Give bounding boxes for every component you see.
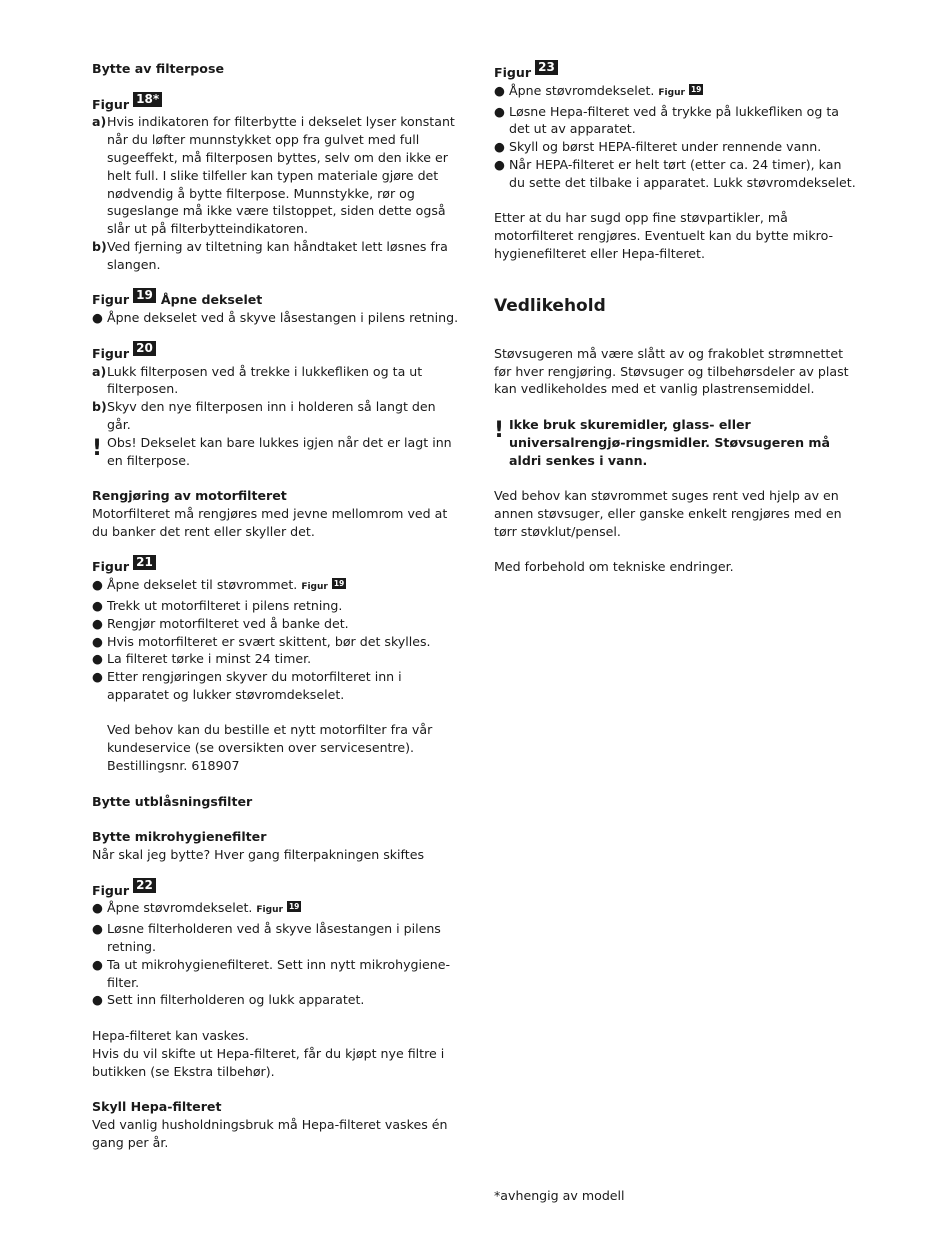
figure-number-badge: 21 (133, 555, 156, 570)
bullet-icon: ● (494, 156, 505, 172)
list-item (92, 615, 462, 633)
warning-icon: ! (494, 417, 505, 443)
list-item (92, 956, 462, 992)
list-item (92, 991, 462, 1009)
warning-icon: ! (92, 435, 103, 461)
bullet-icon: ● (92, 900, 103, 916)
list-item-text: Hvis indikatoren for filterbytte i dekselet lyser konstant når du løfter munnstykket opp fra gulvet med full sugeeffekt, må filterposen byttes, selv om den ikke er helt full. I slike tilfeller kan typen materiale gjøre det nødvendig å bytte filterpose. Munnstykke, rør og sugeslange må ikke være tilstoppet, siden dette også slår ut på filterbytteindikatoren. (107, 114, 455, 237)
order-note: Ved behov kan du bestille et nytt motorfilter fra vår kundeservice (se oversikten over servicesentre). Bestillingsnr. 618907 (107, 722, 433, 774)
bullet-icon: ● (92, 956, 103, 972)
list-item-text: Trekk ut motorfilteret i pilens retning. (107, 597, 343, 613)
figure-title: Åpne dekselet (160, 292, 263, 308)
bullet-icon: ● (92, 921, 103, 937)
list-marker: a) (92, 363, 107, 379)
left-column (92, 60, 462, 1152)
list-item (494, 82, 860, 103)
list-item-text: Løsne Hepa-filteret ved å trykke på lukkefliken og ta det ut av apparatet. (509, 103, 840, 137)
list-item-text: Åpne støvromdekselet. (509, 82, 655, 98)
list-item (92, 920, 462, 956)
list-item (92, 363, 462, 399)
list-item-text: Skyll og børst HEPA-filteret under rennende vann. (509, 139, 822, 155)
bullet-icon: ● (92, 992, 103, 1008)
list-item-text: Etter rengjøringen skyver du motorfilteret inn i apparatet og lukker støvromdekselet. (107, 669, 402, 702)
figure-19-label (92, 287, 462, 309)
list-item (494, 138, 860, 156)
figure-22-label (92, 878, 462, 900)
warning-note (92, 434, 462, 470)
list-item-text: La filteret tørke i minst 24 timer. (107, 651, 312, 667)
figure-label: Figur (92, 96, 130, 112)
section-title-rinse-hepa: Skyll Hepa-filteret (92, 1099, 222, 1115)
list-item (92, 309, 462, 327)
list-item-text: Løsne filterholderen ved å skyve låsestangen i pilens retning. (107, 921, 441, 955)
section-title-microhygiene: Bytte mikrohygienefilter (92, 829, 267, 845)
list-item-text: Sett inn filterholderen og lukk apparatet. (107, 992, 365, 1008)
figure-label: Figur (92, 882, 130, 898)
list-item (92, 238, 462, 274)
figure-ref-badge: 19 (288, 902, 300, 912)
figure-ref-label: Figur (658, 87, 685, 98)
figure-label: Figur (92, 559, 130, 575)
list-item-text: Åpne støvromdekselet. (107, 900, 253, 916)
paragraph: Etter at du har sugd opp fine støvpartikler, må motorfilteret rengjøres. Eventuelt kan du bytte mikro-hygienefilteret eller Hepa-filteret. (494, 210, 834, 261)
figure-ref-label: Figur (256, 905, 283, 916)
bullet-icon: ● (92, 577, 103, 593)
list-item (92, 113, 462, 238)
section-heading-maintenance: Vedlikehold (494, 295, 606, 316)
paragraph: Motorfilteret må rengjøres med jevne mellomrom ved at du banker det rent eller skyller det. (92, 505, 448, 539)
figure-ref-badge: 19 (690, 84, 702, 94)
list-item-text: Skyv den nye filterposen inn i holderen så langt den går. (107, 399, 436, 432)
list-item (494, 103, 860, 139)
list-item (92, 650, 462, 668)
list-item (92, 576, 462, 597)
bullet-icon: ● (494, 139, 505, 155)
list-item-text: Ta ut mikrohygienefilteret. Sett inn nytt mikrohygiene-filter. (107, 956, 451, 990)
list-marker: a) (92, 114, 107, 130)
paragraph: Når skal jeg bytte? Hver gang filterpakningen skiftes (92, 847, 425, 863)
list-item-text: Rengjør motorfilteret ved å banke det. (107, 615, 349, 631)
bullet-icon: ● (92, 615, 103, 631)
bullet-icon: ● (92, 597, 103, 613)
section-title-exhaust-filter: Bytte utblåsningsfilter (92, 793, 253, 809)
list-item-text: Hvis motorfilteret er svært skittent, bør det skylles. (107, 633, 431, 649)
list-item-text: Åpne dekselet ved å skyve låsestangen i pilens retning. (107, 310, 459, 326)
figure-21-label (92, 554, 462, 576)
list-item (92, 633, 462, 651)
paragraph: Ved behov kan støvrommet suges rent ved hjelp av en annen støvsuger, eller ganske enkelt rengjøres med en tørr støvklut/pensel. (494, 488, 842, 539)
list-item (92, 597, 462, 615)
footnote: *avhengig av modell (494, 1188, 625, 1203)
list-item (92, 899, 462, 920)
list-item (92, 398, 462, 434)
figure-ref-label: Figur (301, 582, 328, 593)
list-item-text: Åpne dekselet til støvrommet. (107, 577, 298, 593)
paragraph: Hepa-filteret kan vaskes. (92, 1028, 249, 1044)
bullet-icon: ● (92, 310, 103, 326)
figure-number-badge: 22 (133, 878, 156, 893)
section-title-motorfilter: Rengjøring av motorfilteret (92, 488, 287, 504)
figure-18-label (92, 91, 462, 114)
bullet-icon: ● (494, 103, 505, 119)
list-item-text: Lukk filterposen ved å trekke i lukkefliken og ta ut filterposen. (107, 363, 423, 397)
paragraph: Ved vanlig husholdningsbruk må Hepa-filteret vaskes én gang per år. (92, 1117, 448, 1150)
paragraph: Hvis du vil skifte ut Hepa-filteret, får du kjøpt nye filtre i butikken (se Ekstra tilbehør). (92, 1045, 445, 1079)
bullet-icon: ● (92, 633, 103, 649)
figure-ref-badge: 19 (333, 579, 345, 589)
list-item-text: Når HEPA-filteret er helt tørt (etter ca. 24 timer), kan du sette det tilbake i apparatet. Lukk støvromdekselet. (509, 156, 856, 190)
figure-23-label (494, 60, 860, 82)
figure-label: Figur (92, 292, 130, 308)
bullet-icon: ● (92, 669, 103, 685)
warning-text: Ikke bruk skuremidler, glass- eller universalrengjø-ringsmidler. Støvsugeren må aldri senkes i vann. (509, 416, 831, 468)
figure-20-label (92, 341, 462, 363)
section-title-filterbag: Bytte av filterpose (92, 61, 224, 76)
warning-note (494, 416, 860, 469)
paragraph: Med forbehold om tekniske endringer. (494, 559, 734, 575)
figure-label: Figur (494, 65, 532, 80)
figure-number-badge: 18* (133, 92, 162, 107)
figure-number-badge: 23 (535, 60, 558, 75)
list-marker: b) (92, 399, 107, 415)
list-marker: b) (92, 238, 107, 254)
figure-number-badge: 20 (133, 341, 156, 356)
list-item-text: Ved fjerning av tiltetning kan håndtaket lett løsnes fra slangen. (107, 238, 448, 272)
figure-label: Figur (92, 345, 130, 361)
bullet-icon: ● (494, 82, 505, 98)
list-item (92, 668, 462, 704)
bullet-icon: ● (92, 651, 103, 667)
right-column (494, 60, 860, 576)
paragraph: Støvsugeren må være slått av og frakoblet strømnettet før hver rengjøring. Støvsuger og tilbehørsdeler av plast kan vedlikeholdes med et vanlig plastrensemiddel. (494, 345, 849, 397)
figure-number-badge: 19 (133, 288, 156, 303)
warning-text: Obs! Dekselet kan bare lukkes igjen når det er lagt inn en filterpose. (107, 434, 452, 468)
list-item (494, 156, 860, 192)
